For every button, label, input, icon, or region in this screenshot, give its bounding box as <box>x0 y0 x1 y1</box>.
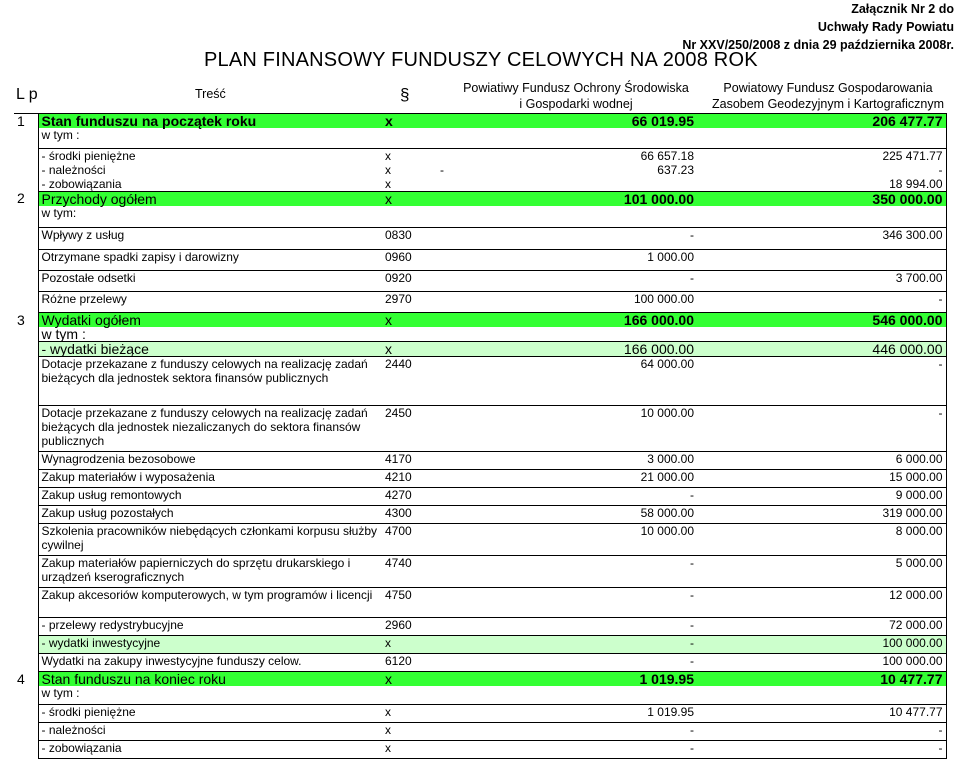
row-paragraph: 4170 <box>382 452 437 470</box>
row-paragraph: 0960 <box>382 250 437 271</box>
row-label: Dotacje przekazane z funduszy celowych na realizację zadań bieżących dla jednostek sektora finansów publicznych <box>38 357 382 406</box>
row-value-fund2: 5 000.00 <box>697 556 946 588</box>
row-label: Wpływy z usług <box>38 228 382 250</box>
row-value-fund1: 1 019.95 <box>457 672 697 687</box>
table-row <box>14 228 946 250</box>
resolution-label: Uchwały Rady Powiatu <box>817 20 954 34</box>
row-label: w tym: <box>38 206 382 220</box>
row-paragraph: 0920 <box>382 271 437 292</box>
table-row <box>14 686 946 700</box>
row-value-fund1: 10 000.00 <box>457 406 697 452</box>
row-value-fund1: 21 000.00 <box>457 470 697 488</box>
table-row <box>14 342 946 357</box>
row-paragraph: 6120 <box>382 654 437 672</box>
row-value-fund1: - <box>457 618 697 636</box>
row-lp: 2 <box>17 190 25 206</box>
row-dash: - <box>440 162 444 177</box>
row-label: Różne przelewy <box>38 292 382 313</box>
row-label: - środki pieniężne <box>38 704 382 722</box>
row-label: - zobowiązania <box>38 177 382 192</box>
row-label: - zobowiązania <box>38 740 382 758</box>
col-lp-header: L p <box>16 86 38 103</box>
table-row <box>14 128 946 142</box>
table-row <box>14 524 946 556</box>
row-value-fund1: 637.23 <box>657 162 694 177</box>
row-paragraph: 4270 <box>382 488 437 506</box>
row-paragraph: x <box>382 114 437 129</box>
table-row <box>14 704 946 722</box>
table-row <box>14 177 946 192</box>
row-value-fund2: - <box>697 406 946 452</box>
page-title: PLAN FINANSOWY FUNDUSZY CELOWYCH NA 2008 ROK <box>204 49 758 71</box>
row-value-fund1: 64 000.00 <box>457 357 697 406</box>
table-row <box>14 250 946 271</box>
row-value-fund1: - <box>457 636 697 654</box>
table-row <box>14 470 946 488</box>
row-label: Stan funduszu na początek roku <box>38 114 382 129</box>
row-value-fund2: 100 000.00 <box>697 636 946 654</box>
row-paragraph: x <box>382 342 437 357</box>
row-label: Przychody ogółem <box>38 191 382 206</box>
table-row <box>14 206 946 220</box>
row-label: Wydatki ogółem <box>38 313 382 328</box>
row-value-fund1 <box>457 177 697 192</box>
table-row <box>14 191 946 206</box>
row-value-fund2: 15 000.00 <box>697 470 946 488</box>
row-value-fund2: 346 300.00 <box>697 228 946 250</box>
table-row <box>14 292 946 313</box>
row-value-fund2: - <box>697 740 946 758</box>
row-paragraph: 2450 <box>382 406 437 452</box>
table-row <box>14 452 946 470</box>
row-label: Wydatki na zakupy inwestycyjne funduszy celow. <box>38 654 382 672</box>
table-row <box>14 722 946 740</box>
table-row <box>14 114 946 129</box>
row-value-fund2 <box>697 250 946 271</box>
row-value-fund2: 10 477.77 <box>697 704 946 722</box>
row-value-fund2: 546 000.00 <box>697 313 946 328</box>
row-value-fund1: 101 000.00 <box>457 191 697 206</box>
row-value-fund1: 1 019.95 <box>457 704 697 722</box>
row-value-fund2: - <box>697 163 946 177</box>
row-label: Zakup materiałów i wyposażenia <box>38 470 382 488</box>
row-lp: 3 <box>17 311 25 328</box>
row-lp: 1 <box>14 114 38 129</box>
row-value-fund2: 8 000.00 <box>697 524 946 556</box>
row-label: - należności <box>38 722 382 740</box>
row-value-fund1: - <box>457 740 697 758</box>
row-value-fund1: - <box>457 228 697 250</box>
row-paragraph: x <box>382 177 437 192</box>
col-section-header: § <box>400 85 410 104</box>
row-value-fund1: - <box>457 722 697 740</box>
table-row <box>14 406 946 452</box>
row-paragraph: 0830 <box>382 228 437 250</box>
financial-plan-table <box>14 113 947 759</box>
row-label: Pozostałe odsetki <box>38 271 382 292</box>
row-value-fund1: - <box>457 588 697 618</box>
row-value-fund1: 66 019.95 <box>457 114 697 129</box>
table-row <box>14 357 946 406</box>
row-label: Stan funduszu na koniec roku <box>38 672 382 687</box>
row-paragraph: x <box>382 636 437 654</box>
row-paragraph: 4700 <box>382 524 437 556</box>
row-label: w tym : <box>38 128 382 142</box>
resolution-number: Nr XXV/250/2008 z dnia 29 października 2008r. <box>682 38 954 52</box>
row-label: Zakup usług remontowych <box>38 488 382 506</box>
row-paragraph: x <box>382 740 437 758</box>
row-label: - przelewy redystrybucyjne <box>38 618 382 636</box>
row-value-fund2: - <box>697 357 946 406</box>
row-paragraph: x <box>385 162 391 177</box>
row-value-fund1: - <box>457 654 697 672</box>
table-row <box>14 588 946 618</box>
col-fund1-header: Powiatiwy Fundusz Ochrony Środowiska i Gospodarki wodnej <box>463 81 689 111</box>
row-value-fund2: 3 700.00 <box>697 271 946 292</box>
row-value-fund2: 319 000.00 <box>697 506 946 524</box>
row-label: w tym : <box>38 327 382 342</box>
row-value-fund1: 166 000.00 <box>457 342 697 357</box>
row-paragraph: x <box>382 672 437 687</box>
table-row <box>14 313 946 328</box>
row-label: Zakup usług pozostałych <box>38 506 382 524</box>
row-value-fund2: 9 000.00 <box>697 488 946 506</box>
row-paragraph: 4740 <box>382 556 437 588</box>
table-row <box>14 618 946 636</box>
row-value-fund1: 100 000.00 <box>457 292 697 313</box>
row-value-fund1: 10 000.00 <box>457 524 697 556</box>
row-value-fund1: 66 657.18 <box>457 148 697 163</box>
row-paragraph: 2960 <box>382 618 437 636</box>
col-content-header: Treść <box>195 87 226 101</box>
col-fund2-header: Powiatowy Fundusz Gospodarowania Zasobem Geodezyjnym i Kartograficznym <box>711 81 945 111</box>
row-value-fund1: 166 000.00 <box>457 313 697 328</box>
table-row <box>14 488 946 506</box>
row-value-fund2: - <box>697 292 946 313</box>
row-paragraph: 4210 <box>382 470 437 488</box>
row-value-fund2: 6 000.00 <box>697 452 946 470</box>
row-paragraph: 4750 <box>382 588 437 618</box>
row-label: Zakup akcesoriów komputerowych, w tym programów i licencji <box>38 588 382 618</box>
row-value-fund2: 225 471.77 <box>697 148 946 163</box>
row-lp: 4 <box>17 670 25 687</box>
row-value-fund1: - <box>457 271 697 292</box>
row-paragraph: x <box>382 148 437 163</box>
table-row <box>14 740 946 758</box>
row-label: - wydatki bieżące <box>38 342 382 357</box>
table-row <box>14 327 946 342</box>
row-value-fund2: 12 000.00 <box>697 588 946 618</box>
table-row <box>14 672 946 687</box>
row-label: Wynagrodzenia bezosobowe <box>38 452 382 470</box>
row-label: Zakup materiałów papierniczych do sprzętu drukarskiego i urządzeń kserograficznych <box>38 556 382 588</box>
table-row <box>14 271 946 292</box>
row-paragraph: x <box>382 722 437 740</box>
row-value-fund2: 206 477.77 <box>697 114 946 129</box>
row-value-fund2: - <box>697 722 946 740</box>
table-row <box>14 556 946 588</box>
row-label: Dotacje przekazane z funduszy celowych na realizację zadań bieżących dla jednostek niezaliczanych do sektora finansów publicznych <box>38 406 382 452</box>
row-value-fund2: 350 000.00 <box>697 191 946 206</box>
row-value-fund1: 58 000.00 <box>457 506 697 524</box>
row-value-fund1: 1 000.00 <box>457 250 697 271</box>
row-value-fund2: 18 994.00 <box>697 177 946 192</box>
attachment-label: Załącznik Nr 2 do <box>851 2 954 16</box>
table-row <box>14 636 946 654</box>
row-value-fund2: 100 000.00 <box>697 654 946 672</box>
row-label: Szkolenia pracowników niebędących członkami korpusu służby cywilnej <box>38 524 382 556</box>
row-paragraph: x <box>382 704 437 722</box>
row-label: - wydatki inwestycyjne <box>38 636 382 654</box>
row-value-fund1: - <box>457 488 697 506</box>
row-value-fund1: 3 000.00 <box>457 452 697 470</box>
row-value-fund2: 446 000.00 <box>697 342 946 357</box>
row-label: - należności <box>38 163 382 177</box>
table-row <box>14 654 946 672</box>
row-label: w tym : <box>38 686 382 700</box>
row-value-fund1: - <box>457 556 697 588</box>
row-label: - środki pieniężne <box>38 148 382 163</box>
row-paragraph: x <box>382 191 437 206</box>
row-value-fund2: 10 477.77 <box>697 672 946 687</box>
table-row <box>14 506 946 524</box>
row-paragraph: 2440 <box>382 357 437 406</box>
row-value-fund2: 72 000.00 <box>697 618 946 636</box>
table-row <box>14 148 946 163</box>
row-paragraph: 4300 <box>382 506 437 524</box>
table-row <box>14 163 946 177</box>
row-paragraph: x <box>382 313 437 328</box>
row-paragraph: 2970 <box>382 292 437 313</box>
row-label: Otrzymane spadki zapisy i darowizny <box>38 250 382 271</box>
